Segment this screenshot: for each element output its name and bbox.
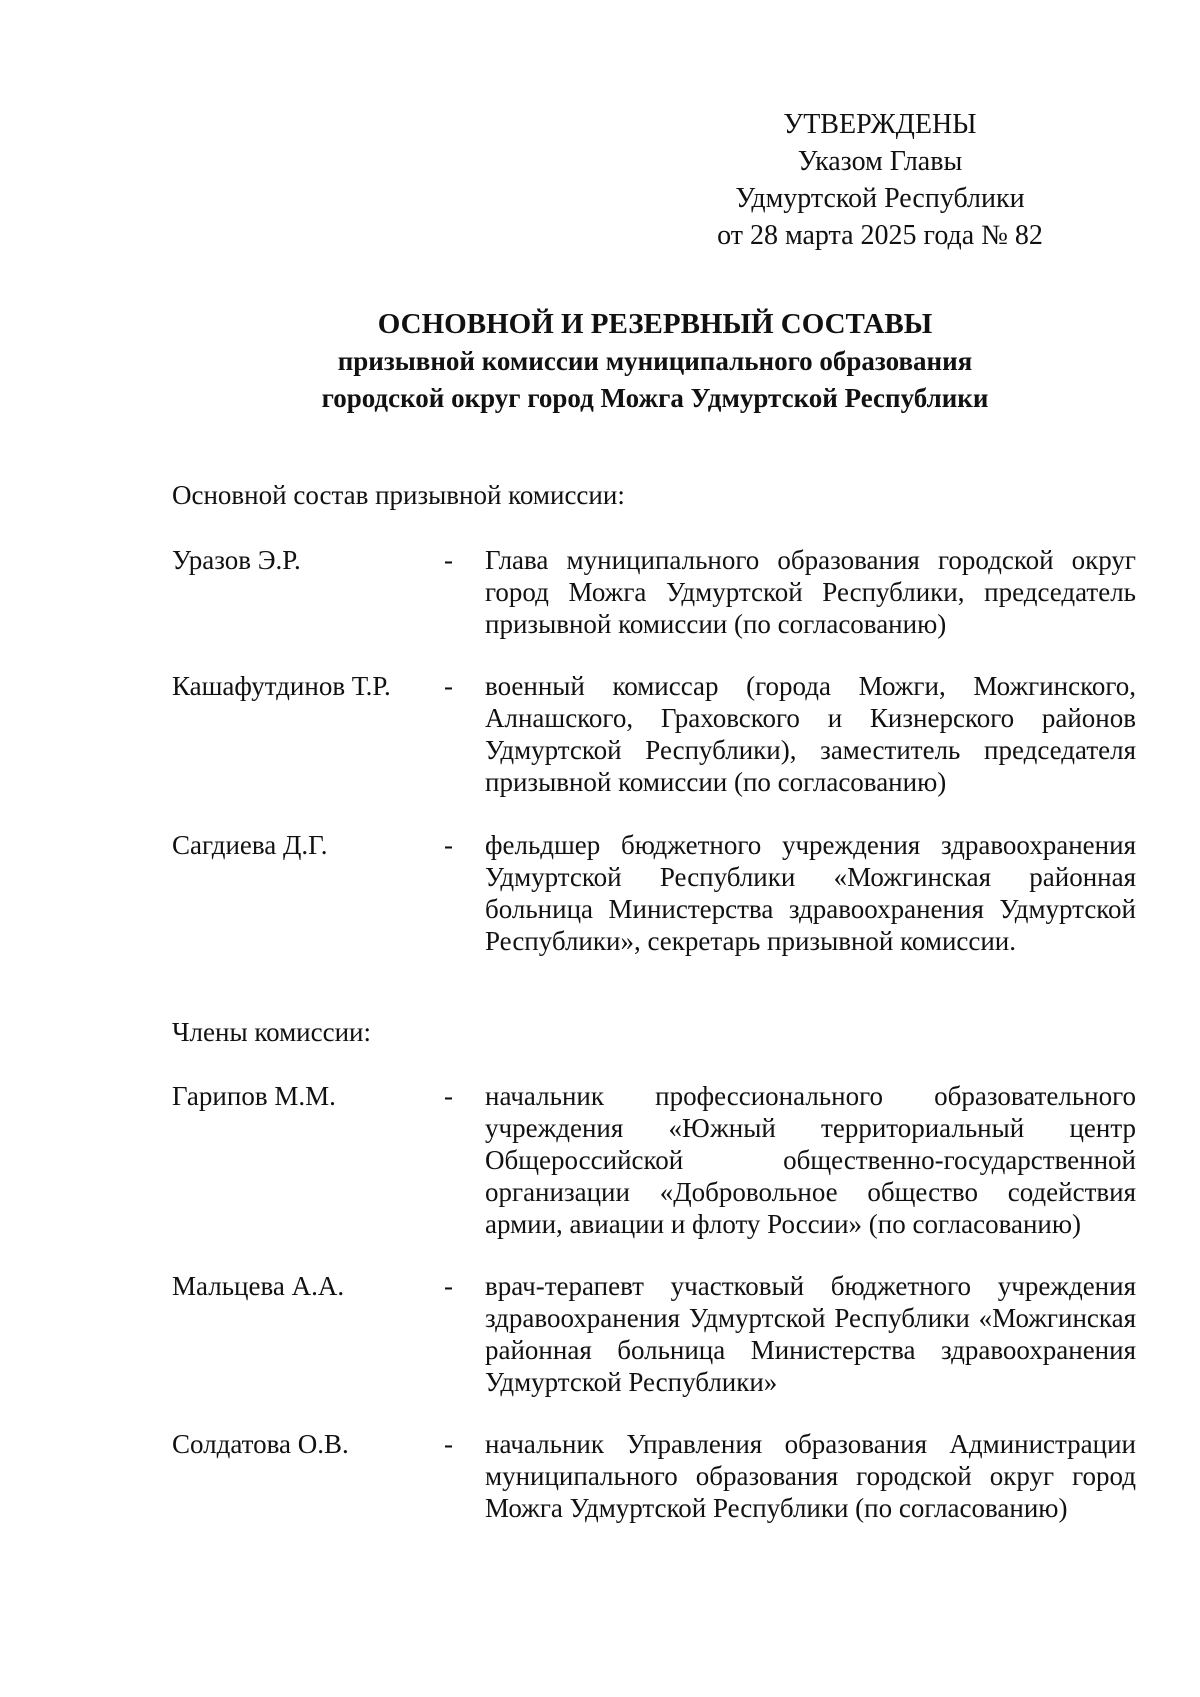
member-description: врач-терапевт участковый бюджетного учреждения здравоохранения Удмуртской Республики «Можгинская районная больница Министерства здравоохранения Удмуртской Республики»: [485, 1271, 1136, 1397]
member-name: Сагдиева Д.Г.: [172, 830, 328, 860]
member-description: фельдшер бюджетного учреждения здравоохранения Удмуртской Республики «Можгинская районная больница Министерства здравоохранения Удмуртской Республики», секретарь призывной комиссии.: [485, 830, 1136, 956]
title-main: ОСНОВНОЙ И РЕЗЕРВНЫЙ СОСТАВЫ: [377, 308, 933, 340]
member-name: Гарипов М.М.: [172, 1081, 336, 1111]
member-dash: -: [444, 1429, 453, 1459]
document-title: [165, 306, 1145, 417]
member-dash: -: [444, 830, 453, 860]
member-dash: -: [444, 1271, 453, 1301]
approval-status: УТВЕРЖДЕНЫ: [783, 109, 977, 140]
member-dash: -: [444, 1081, 453, 1111]
member-description: Глава муниципального образования городской округ город Можга Удмуртской Республики, председатель призывной комиссии (по согласованию): [485, 545, 1136, 639]
approval-block: [680, 106, 1080, 254]
member-description: начальник Управления образования Администрации муниципального образования городской округ город Можга Удмуртской Республики (по согласованию): [485, 1429, 1136, 1523]
member-name: Кашафутдинов Т.Р.: [172, 671, 391, 701]
main-composition-heading: Основной состав призывной комиссии:: [172, 480, 625, 510]
commission-members-heading: Члены комиссии:: [172, 1017, 371, 1047]
member-description: военный комиссар (города Можги, Можгинского, Алнашского, Граховского и Кизнерского районов Удмуртской Республики), заместитель председателя призывной комиссии (по согласованию): [485, 671, 1136, 797]
title-sub-2: городской округ город Можга Удмуртской Республики: [321, 383, 989, 413]
approval-date: от 28 марта 2025 года № 82: [717, 220, 1043, 251]
member-dash: -: [444, 545, 453, 575]
member-name: Солдатова О.В.: [172, 1429, 349, 1459]
member-description: начальник профессионального образовательного учреждения «Южный территориальный центр Общероссийской общественно-государственной организации «Добровольное общество содействия армии, авиации и флоту России» (по согласованию): [485, 1081, 1136, 1239]
member-dash: -: [444, 671, 453, 701]
member-name: Мальцева А.А.: [172, 1271, 345, 1301]
approval-decree: Указом Главы: [797, 146, 963, 177]
member-name: Уразов Э.Р.: [172, 545, 301, 575]
approval-authority: Удмуртской Республики: [735, 183, 1025, 214]
title-sub-1: призывной комиссии муниципального образования: [337, 346, 973, 376]
